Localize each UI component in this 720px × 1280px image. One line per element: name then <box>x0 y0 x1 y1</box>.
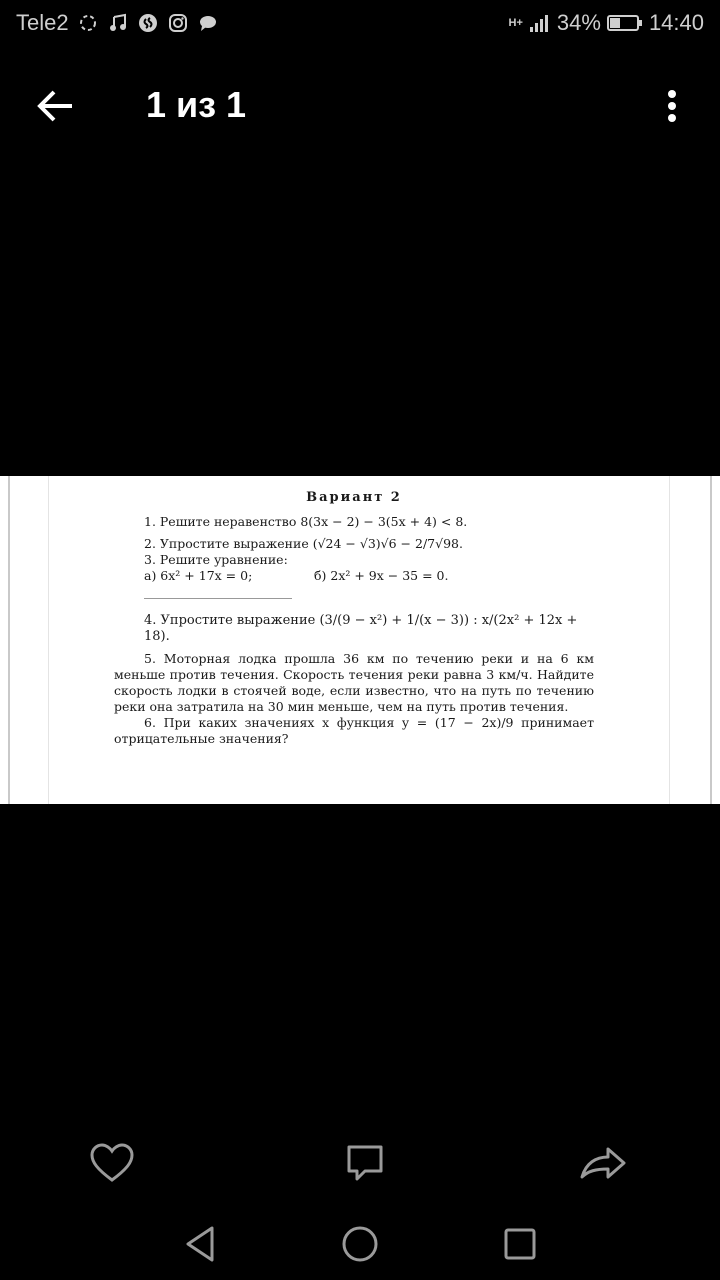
network-type: H+ <box>508 17 523 29</box>
comment-button[interactable] <box>340 1138 390 1188</box>
circle-home-icon <box>340 1224 380 1264</box>
task-4: 4. Упростите выражение (3/(9 − x²) + 1/(x − 3)) : x/(2x² + 12x + 18). <box>144 613 578 644</box>
shazam-icon <box>137 12 159 34</box>
page-margin-left <box>48 476 49 804</box>
square-recents-icon <box>500 1224 540 1264</box>
message-bubble-icon <box>197 12 219 34</box>
task-5: 5. Моторная лодка прошла 36 км по течению реки и на 6 км меньше против течения. Скорость течения реки равна 3 км/ч. Найдите скорость лодки в стоячей воде, если известно, что на путь по течению реки она затратила на 30 мин меньше, чем на путь против течения. <box>114 651 594 714</box>
heart-icon <box>89 1142 135 1184</box>
signal-icon <box>529 12 551 34</box>
nav-back-button[interactable] <box>178 1222 222 1266</box>
music-icon <box>107 12 129 34</box>
page-margin-right <box>669 476 670 804</box>
like-button[interactable] <box>87 1138 137 1188</box>
more-options-button[interactable] <box>652 82 692 130</box>
comment-icon <box>343 1141 387 1185</box>
page-counter: 1 из 1 <box>146 84 247 125</box>
task-3b: б) 2x² + 9x − 35 = 0. <box>314 568 449 583</box>
battery-icon <box>607 12 643 34</box>
arrow-left-icon <box>32 82 80 130</box>
system-nav-bar <box>0 1208 720 1280</box>
document-text <box>114 490 594 747</box>
nav-home-button[interactable] <box>338 1222 382 1266</box>
page-edge-left <box>8 476 10 804</box>
status-right <box>509 10 704 36</box>
page-edge-right <box>710 476 712 804</box>
back-button[interactable] <box>32 82 80 130</box>
document-image[interactable] <box>0 476 720 804</box>
task-3a: а) 6x² + 17x = 0; <box>144 568 253 583</box>
task-3-parts <box>114 568 594 584</box>
task-2: 2. Упростите выражение (√24 − √3)√6 − 2/7√98. <box>144 536 463 551</box>
status-left <box>16 10 219 36</box>
variant-heading: Вариант 2 <box>306 490 402 505</box>
sync-icon <box>77 12 99 34</box>
triangle-back-icon <box>182 1224 218 1264</box>
top-app-bar <box>0 70 720 142</box>
task-6: 6. При каких значениях x функция y = (17 − 2x)/9 принимает отрицательные значения? <box>114 715 594 746</box>
task-1: 1. Решите неравенство 8(3x − 2) − 3(5x + 4) < 8. <box>144 514 468 529</box>
divider <box>144 598 292 599</box>
clock: 14:40 <box>648 10 704 35</box>
share-icon <box>578 1141 628 1185</box>
action-bar <box>0 1130 720 1196</box>
nav-recents-button[interactable] <box>498 1222 542 1266</box>
instagram-icon <box>167 12 189 34</box>
share-button[interactable] <box>578 1138 628 1188</box>
carrier-name: Tele2 <box>16 10 69 35</box>
task-3: 3. Решите уравнение: <box>144 552 288 567</box>
battery-percent: 34% <box>556 10 601 35</box>
more-vert-icon <box>652 82 692 130</box>
status-bar <box>0 0 720 50</box>
